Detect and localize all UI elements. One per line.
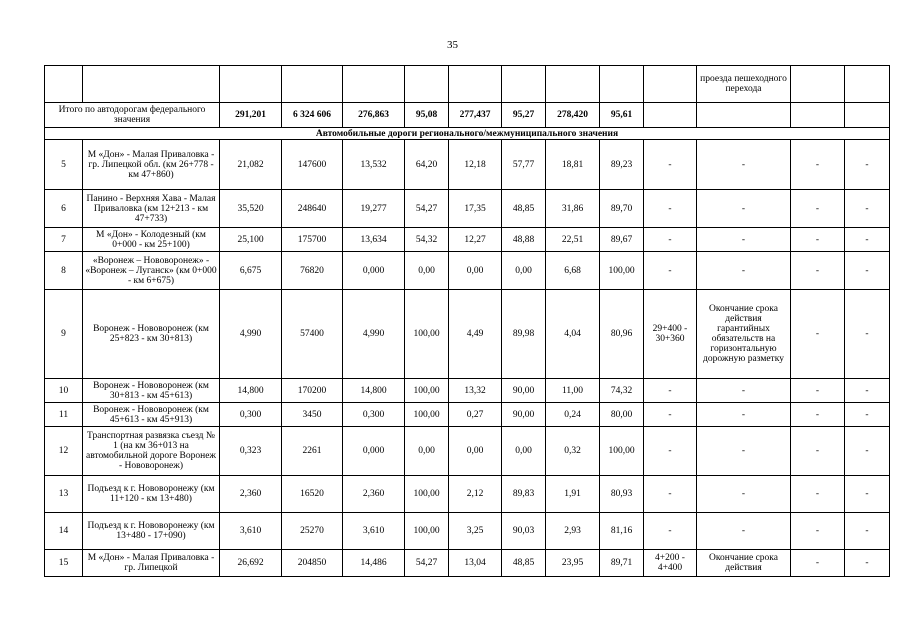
value-cell: 64,20 [405, 140, 449, 190]
header-continuation-row [45, 66, 890, 103]
section-row [45, 128, 890, 140]
row-number: 5 [45, 140, 83, 190]
road-name: Подъезд к г. Нововоронежу (км 13+480 - 17+090) [83, 513, 220, 550]
header-note-cell: проезда пешеходного перехода [697, 66, 791, 103]
note-cell: - [697, 140, 791, 190]
total-empty [845, 103, 890, 128]
value-cell: 0,00 [405, 252, 449, 290]
value-cell: 25,100 [220, 228, 282, 252]
segment-cell: - [644, 476, 697, 513]
value-cell: 18,81 [546, 140, 600, 190]
table-row [45, 140, 890, 190]
header-cell [45, 66, 83, 103]
value-cell: 0,00 [449, 252, 502, 290]
value-cell: 0,00 [502, 252, 546, 290]
total-value: 95,61 [600, 103, 644, 128]
value-cell: 74,32 [600, 379, 644, 403]
row-number: 11 [45, 403, 83, 427]
table-row [45, 190, 890, 228]
value-cell: 3,25 [449, 513, 502, 550]
dash-cell: - [791, 190, 845, 228]
value-cell: 170200 [282, 379, 343, 403]
table-row [45, 513, 890, 550]
value-cell: 248640 [282, 190, 343, 228]
value-cell: 17,35 [449, 190, 502, 228]
value-cell: 0,00 [405, 427, 449, 476]
dash-cell: - [845, 228, 890, 252]
value-cell: 35,520 [220, 190, 282, 228]
segment-cell: - [644, 228, 697, 252]
value-cell: 100,00 [600, 427, 644, 476]
value-cell: 0,00 [502, 427, 546, 476]
table-row [45, 427, 890, 476]
road-name: Воронеж - Нововоронеж (км 45+613 - км 45+913) [83, 403, 220, 427]
value-cell: 89,67 [600, 228, 644, 252]
value-cell: 57400 [282, 290, 343, 379]
dash-cell: - [791, 476, 845, 513]
value-cell: 2,93 [546, 513, 600, 550]
dash-cell: - [845, 476, 890, 513]
table-row [45, 379, 890, 403]
value-cell: 54,27 [405, 190, 449, 228]
road-name: М «Дон» - Колодезный (км 0+000 - км 25+100) [83, 228, 220, 252]
value-cell: 19,277 [343, 190, 405, 228]
segment-cell: - [644, 190, 697, 228]
table-row [45, 476, 890, 513]
dash-cell: - [791, 403, 845, 427]
row-number: 8 [45, 252, 83, 290]
value-cell: 54,32 [405, 228, 449, 252]
value-cell: 100,00 [405, 513, 449, 550]
value-cell: 80,96 [600, 290, 644, 379]
value-cell: 0,300 [343, 403, 405, 427]
value-cell: 0,000 [343, 427, 405, 476]
dash-cell: - [845, 513, 890, 550]
header-cell [502, 66, 546, 103]
value-cell: 2,360 [220, 476, 282, 513]
total-empty [791, 103, 845, 128]
segment-cell: - [644, 140, 697, 190]
total-value: 95,27 [502, 103, 546, 128]
value-cell: 54,27 [405, 550, 449, 577]
segment-cell: 4+200 - 4+400 [644, 550, 697, 577]
total-empty [644, 103, 697, 128]
value-cell: 1,91 [546, 476, 600, 513]
note-cell: - [697, 476, 791, 513]
value-cell: 48,88 [502, 228, 546, 252]
road-name: Транспортная развязка съезд № 1 (на км 36+013 на автомобильной дороге Воронеж - Нововоронеж) [83, 427, 220, 476]
note-cell: - [697, 513, 791, 550]
dash-cell: - [845, 550, 890, 577]
total-value: 276,863 [343, 103, 405, 128]
row-number: 7 [45, 228, 83, 252]
value-cell: 21,082 [220, 140, 282, 190]
value-cell: 13,04 [449, 550, 502, 577]
value-cell: 4,49 [449, 290, 502, 379]
value-cell: 6,675 [220, 252, 282, 290]
page-number: 35 [447, 39, 458, 51]
note-cell: - [697, 190, 791, 228]
road-name: М «Дон» - Малая Приваловка - гр. Липецкой [83, 550, 220, 577]
dash-cell: - [791, 513, 845, 550]
row-number: 15 [45, 550, 83, 577]
header-cell [282, 66, 343, 103]
segment-cell: - [644, 252, 697, 290]
value-cell: 90,03 [502, 513, 546, 550]
value-cell: 90,00 [502, 379, 546, 403]
note-cell: - [697, 427, 791, 476]
road-name: Подъезд к г. Нововоронежу (км 11+120 - км 13+480) [83, 476, 220, 513]
value-cell: 4,04 [546, 290, 600, 379]
header-cell [845, 66, 890, 103]
dash-cell: - [791, 252, 845, 290]
header-cell [600, 66, 644, 103]
value-cell: 48,85 [502, 550, 546, 577]
value-cell: 26,692 [220, 550, 282, 577]
value-cell: 13,32 [449, 379, 502, 403]
dash-cell: - [845, 252, 890, 290]
value-cell: 100,00 [600, 252, 644, 290]
value-cell: 16520 [282, 476, 343, 513]
header-cell [546, 66, 600, 103]
value-cell: 25270 [282, 513, 343, 550]
header-cell [83, 66, 220, 103]
dash-cell: - [845, 403, 890, 427]
value-cell: 0,323 [220, 427, 282, 476]
segment-cell: 29+400 - 30+360 [644, 290, 697, 379]
row-number: 13 [45, 476, 83, 513]
value-cell: 4,990 [343, 290, 405, 379]
note-cell: Окончание срока действия [697, 550, 791, 577]
value-cell: 2261 [282, 427, 343, 476]
note-cell: - [697, 403, 791, 427]
value-cell: 3,610 [343, 513, 405, 550]
value-cell: 89,83 [502, 476, 546, 513]
value-cell: 22,51 [546, 228, 600, 252]
table-row [45, 550, 890, 577]
dash-cell: - [791, 140, 845, 190]
note-cell: - [697, 252, 791, 290]
note-cell: Окончание срока действия гарантийных обязательств на горизонтальную дорожную разметку [697, 290, 791, 379]
value-cell: 11,00 [546, 379, 600, 403]
value-cell: 80,00 [600, 403, 644, 427]
segment-cell: - [644, 379, 697, 403]
road-table [44, 65, 890, 577]
value-cell: 48,85 [502, 190, 546, 228]
value-cell: 2,12 [449, 476, 502, 513]
value-cell: 23,95 [546, 550, 600, 577]
value-cell: 89,70 [600, 190, 644, 228]
road-name: Панино - Верхняя Хава - Малая Приваловка (км 12+213 - км 47+733) [83, 190, 220, 228]
value-cell: 0,27 [449, 403, 502, 427]
total-value: 291,201 [220, 103, 282, 128]
row-number: 10 [45, 379, 83, 403]
dash-cell: - [845, 427, 890, 476]
value-cell: 3450 [282, 403, 343, 427]
value-cell: 57,77 [502, 140, 546, 190]
dash-cell: - [845, 379, 890, 403]
value-cell: 80,93 [600, 476, 644, 513]
total-value: 6 324 606 [282, 103, 343, 128]
total-value: 277,437 [449, 103, 502, 128]
dash-cell: - [791, 228, 845, 252]
row-number: 9 [45, 290, 83, 379]
value-cell: 31,86 [546, 190, 600, 228]
road-name: М «Дон» - Малая Приваловка - гр. Липецкой обл. (км 26+778 - км 47+860) [83, 140, 220, 190]
value-cell: 13,532 [343, 140, 405, 190]
total-empty [697, 103, 791, 128]
table-row [45, 403, 890, 427]
value-cell: 13,634 [343, 228, 405, 252]
header-cell [449, 66, 502, 103]
value-cell: 204850 [282, 550, 343, 577]
value-cell: 0,32 [546, 427, 600, 476]
dash-cell: - [791, 550, 845, 577]
value-cell: 100,00 [405, 476, 449, 513]
note-cell: - [697, 379, 791, 403]
value-cell: 175700 [282, 228, 343, 252]
road-name: Воронеж - Нововоронеж (км 25+823 - км 30+813) [83, 290, 220, 379]
road-name: Воронеж - Нововоронеж (км 30+813 - км 45+613) [83, 379, 220, 403]
value-cell: 0,300 [220, 403, 282, 427]
value-cell: 0,000 [343, 252, 405, 290]
value-cell: 90,00 [502, 403, 546, 427]
value-cell: 76820 [282, 252, 343, 290]
segment-cell: - [644, 513, 697, 550]
header-cell [791, 66, 845, 103]
note-cell: - [697, 228, 791, 252]
value-cell: 14,800 [220, 379, 282, 403]
header-cell [644, 66, 697, 103]
value-cell: 100,00 [405, 379, 449, 403]
value-cell: 0,24 [546, 403, 600, 427]
total-row [45, 103, 890, 128]
value-cell: 89,23 [600, 140, 644, 190]
header-cell [220, 66, 282, 103]
row-number: 6 [45, 190, 83, 228]
header-cell [405, 66, 449, 103]
value-cell: 100,00 [405, 403, 449, 427]
value-cell: 89,98 [502, 290, 546, 379]
value-cell: 89,71 [600, 550, 644, 577]
dash-cell: - [845, 190, 890, 228]
table-row [45, 290, 890, 379]
value-cell: 12,18 [449, 140, 502, 190]
segment-cell: - [644, 403, 697, 427]
table-row [45, 228, 890, 252]
dash-cell: - [791, 427, 845, 476]
dash-cell: - [845, 290, 890, 379]
value-cell: 4,990 [220, 290, 282, 379]
value-cell: 2,360 [343, 476, 405, 513]
header-cell [343, 66, 405, 103]
row-number: 12 [45, 427, 83, 476]
total-label: Итого по автодорогам федерального значения [45, 103, 220, 128]
dash-cell: - [791, 379, 845, 403]
section-title: Автомобильные дороги регионального/межмуниципального значения [45, 128, 890, 140]
road-name: «Воронеж – Нововоронеж» - «Воронеж – Луганск» (км 0+000 - км 6+675) [83, 252, 220, 290]
dash-cell: - [845, 140, 890, 190]
table-row [45, 252, 890, 290]
value-cell: 14,486 [343, 550, 405, 577]
value-cell: 0,00 [449, 427, 502, 476]
dash-cell: - [791, 290, 845, 379]
value-cell: 12,27 [449, 228, 502, 252]
row-number: 14 [45, 513, 83, 550]
total-value: 95,08 [405, 103, 449, 128]
value-cell: 14,800 [343, 379, 405, 403]
value-cell: 100,00 [405, 290, 449, 379]
value-cell: 6,68 [546, 252, 600, 290]
value-cell: 3,610 [220, 513, 282, 550]
value-cell: 147600 [282, 140, 343, 190]
total-value: 278,420 [546, 103, 600, 128]
value-cell: 81,16 [600, 513, 644, 550]
segment-cell: - [644, 427, 697, 476]
